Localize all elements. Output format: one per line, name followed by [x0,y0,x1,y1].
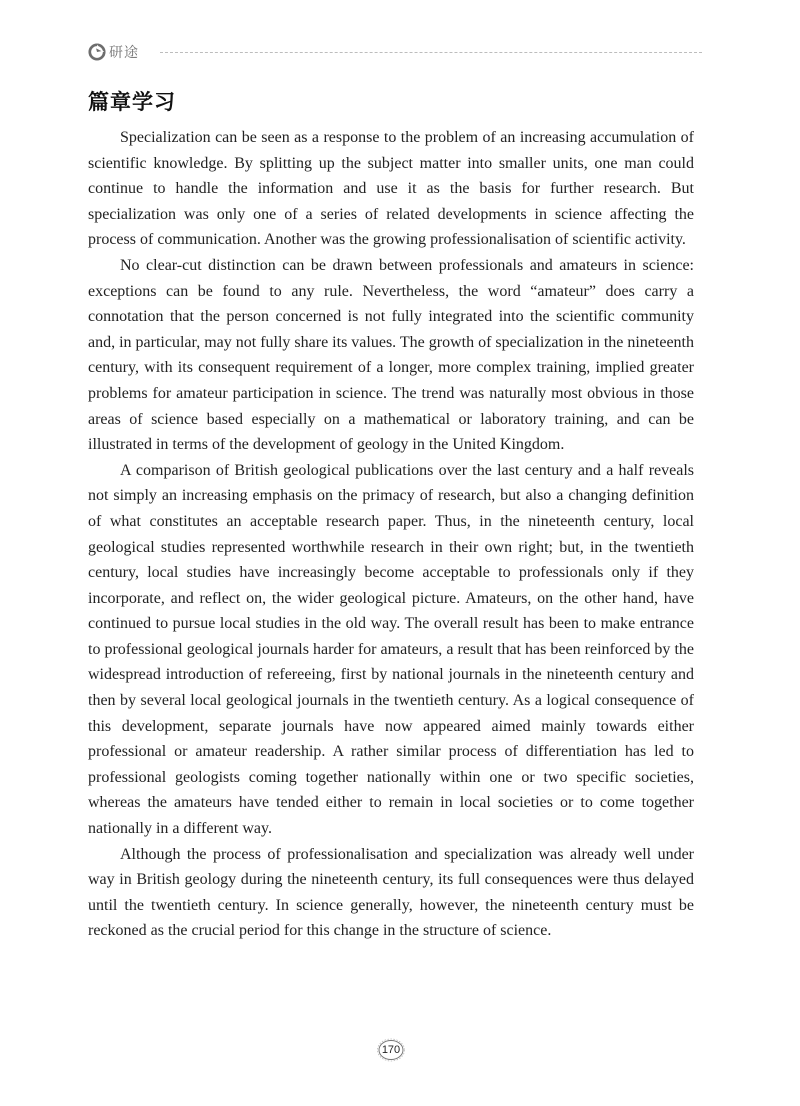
brand-logo [88,41,158,63]
header-divider [160,52,702,53]
paragraph: A comparison of British geological publications over the last century and a half reveals not simply an increasing emphasis on the primacy of research, but also a changing definition of what constitutes an acceptable research paper. Thus, in the nineteenth century, local geological studies represented worthwhile research in their own right; but, in the twentieth century, local studies have increasingly become acceptable to professionals only if they incorporate, and reflect on, the wider geological picture. Amateurs, on the other hand, have continued to pursue local studies in the old way. The overall result has been to make entrance to professional geological journals harder for amateurs, a result that has been reinforced by the widespread introduction of refereeing, first by national journals in the nineteenth century and then by several local geological journals in the twentieth century. As a logical consequence of this development, separate journals have now appeared aimed mainly towards either professional or amateur readership. A rather similar process of differentiation has led to professional geologists coming together nationally within one or two specific societies, whereas the amateurs have tended either to remain in local societies or to come together nationally in a different way. [88,461,694,838]
page-number [377,1038,405,1062]
paragraph: Although the process of professionalisation and specialization was already well under way in British geology during the nineteenth century, its full consequences were thus delayed until the twentieth century. In science generally, however, the nineteenth century must be reckoned as the crucial period for this change in the structure of science. [88,845,694,940]
page-header [88,41,702,63]
article-body [88,125,694,944]
page-number-text: 170 [381,1044,401,1056]
paragraph: Specialization can be seen as a response to the problem of an increasing accumulation of scientific knowledge. By splitting up the subject matter into smaller units, one man could continue to handle the information and use it as the basis for further research. But specialization was only one of a series of related developments in science affecting the process of communication. Another was the growing professionalisation of scientific activity. [88,129,694,249]
brand-logo-text: 研途 [109,45,139,61]
section-title: 篇章学习 [88,90,176,114]
paragraph: No clear-cut distinction can be drawn between professionals and amateurs in science: exceptions can be found to any rule. Nevertheless, the word “amateur” does carry a connotation that the person concerned is not fully integrated into the scientific community and, in particular, may not fully share its values. The growth of specialization in the nineteenth century, with its consequent requirement of a longer, more complex training, implied greater problems for amateur participation in science. The trend was naturally most obvious in those areas of science based especially on a mathematical or laboratory training, and can be illustrated in terms of the development of geology in the United Kingdom. [88,256,694,454]
brand-logo-icon [88,43,106,61]
